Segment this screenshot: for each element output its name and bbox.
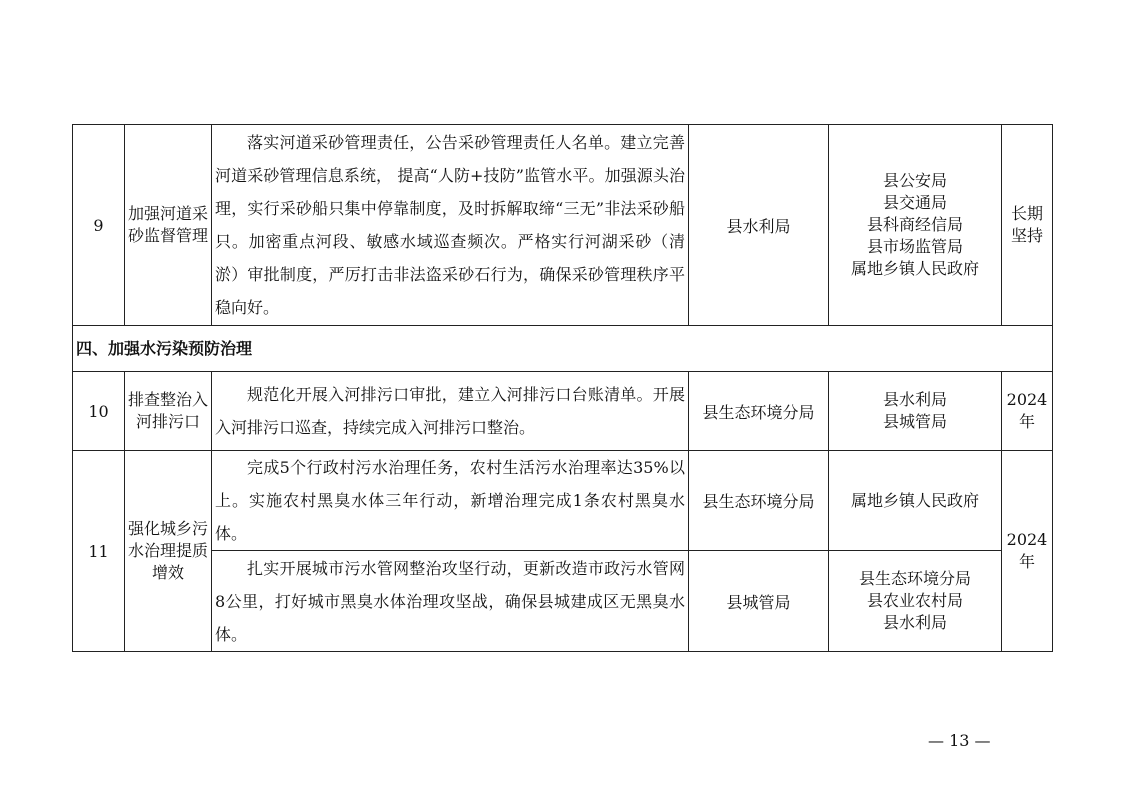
task-name: 加强河道采砂监督管理 <box>125 125 212 326</box>
partner-units: 县水利局 县城管局 <box>829 372 1002 451</box>
lead-unit: 县城管局 <box>689 551 829 652</box>
section-heading: 四、加强水污染预防治理 <box>73 326 1053 372</box>
deadline: 2024年 <box>1002 372 1053 451</box>
task-content: 完成5个行政村污水治理任务，农村生活污水治理率达35%以上。实施农村黑臭水体三年行动，新增治理完成1条农村黑臭水体。 <box>212 451 689 551</box>
row-number: 10 <box>73 372 125 451</box>
lead-unit: 县水利局 <box>689 125 829 326</box>
partner-units: 县生态环境分局 县农业农村局 县水利局 <box>829 551 1002 652</box>
lead-unit: 县生态环境分局 <box>689 372 829 451</box>
table-row <box>73 372 1053 451</box>
task-name: 强化城乡污水治理提质增效 <box>125 451 212 652</box>
partner-units: 县公安局 县交通局 县科商经信局 县市场监管局 属地乡镇人民政府 <box>829 125 1002 326</box>
deadline: 2024年 <box>1002 451 1053 652</box>
table-row <box>73 551 1053 652</box>
section-row <box>73 326 1053 372</box>
partner-units: 属地乡镇人民政府 <box>829 451 1002 551</box>
page-number: — 13 — <box>928 731 991 750</box>
row-number: 9 <box>73 125 125 326</box>
table-row <box>73 451 1053 551</box>
lead-unit: 县生态环境分局 <box>689 451 829 551</box>
task-content: 落实河道采砂管理责任，公告采砂管理责任人名单。建立完善河道采砂管理信息系统， 提高“人防+技防”监管水平。加强源头治理，实行采砂船只集中停靠制度，及时拆解取缔“三无”非法采砂船只。加密重点河段、敏感水域巡查频次。严格实行河湖采砂（清淤）审批制度，严厉打击非法盗采砂石行为，确保采砂管理秩序平稳向好。 <box>212 125 689 326</box>
task-content: 扎实开展城市污水管网整治攻坚行动，更新改造市政污水管网8公里，打好城市黑臭水体治理攻坚战，确保县城建成区无黑臭水体。 <box>212 551 689 652</box>
task-table <box>72 124 1053 652</box>
table-row <box>73 125 1053 326</box>
deadline: 长期坚持 <box>1002 125 1053 326</box>
task-content: 规范化开展入河排污口审批，建立入河排污口台账清单。开展入河排污口巡查，持续完成入河排污口整治。 <box>212 372 689 451</box>
row-number: 11 <box>73 451 125 652</box>
task-name: 排查整治入河排污口 <box>125 372 212 451</box>
